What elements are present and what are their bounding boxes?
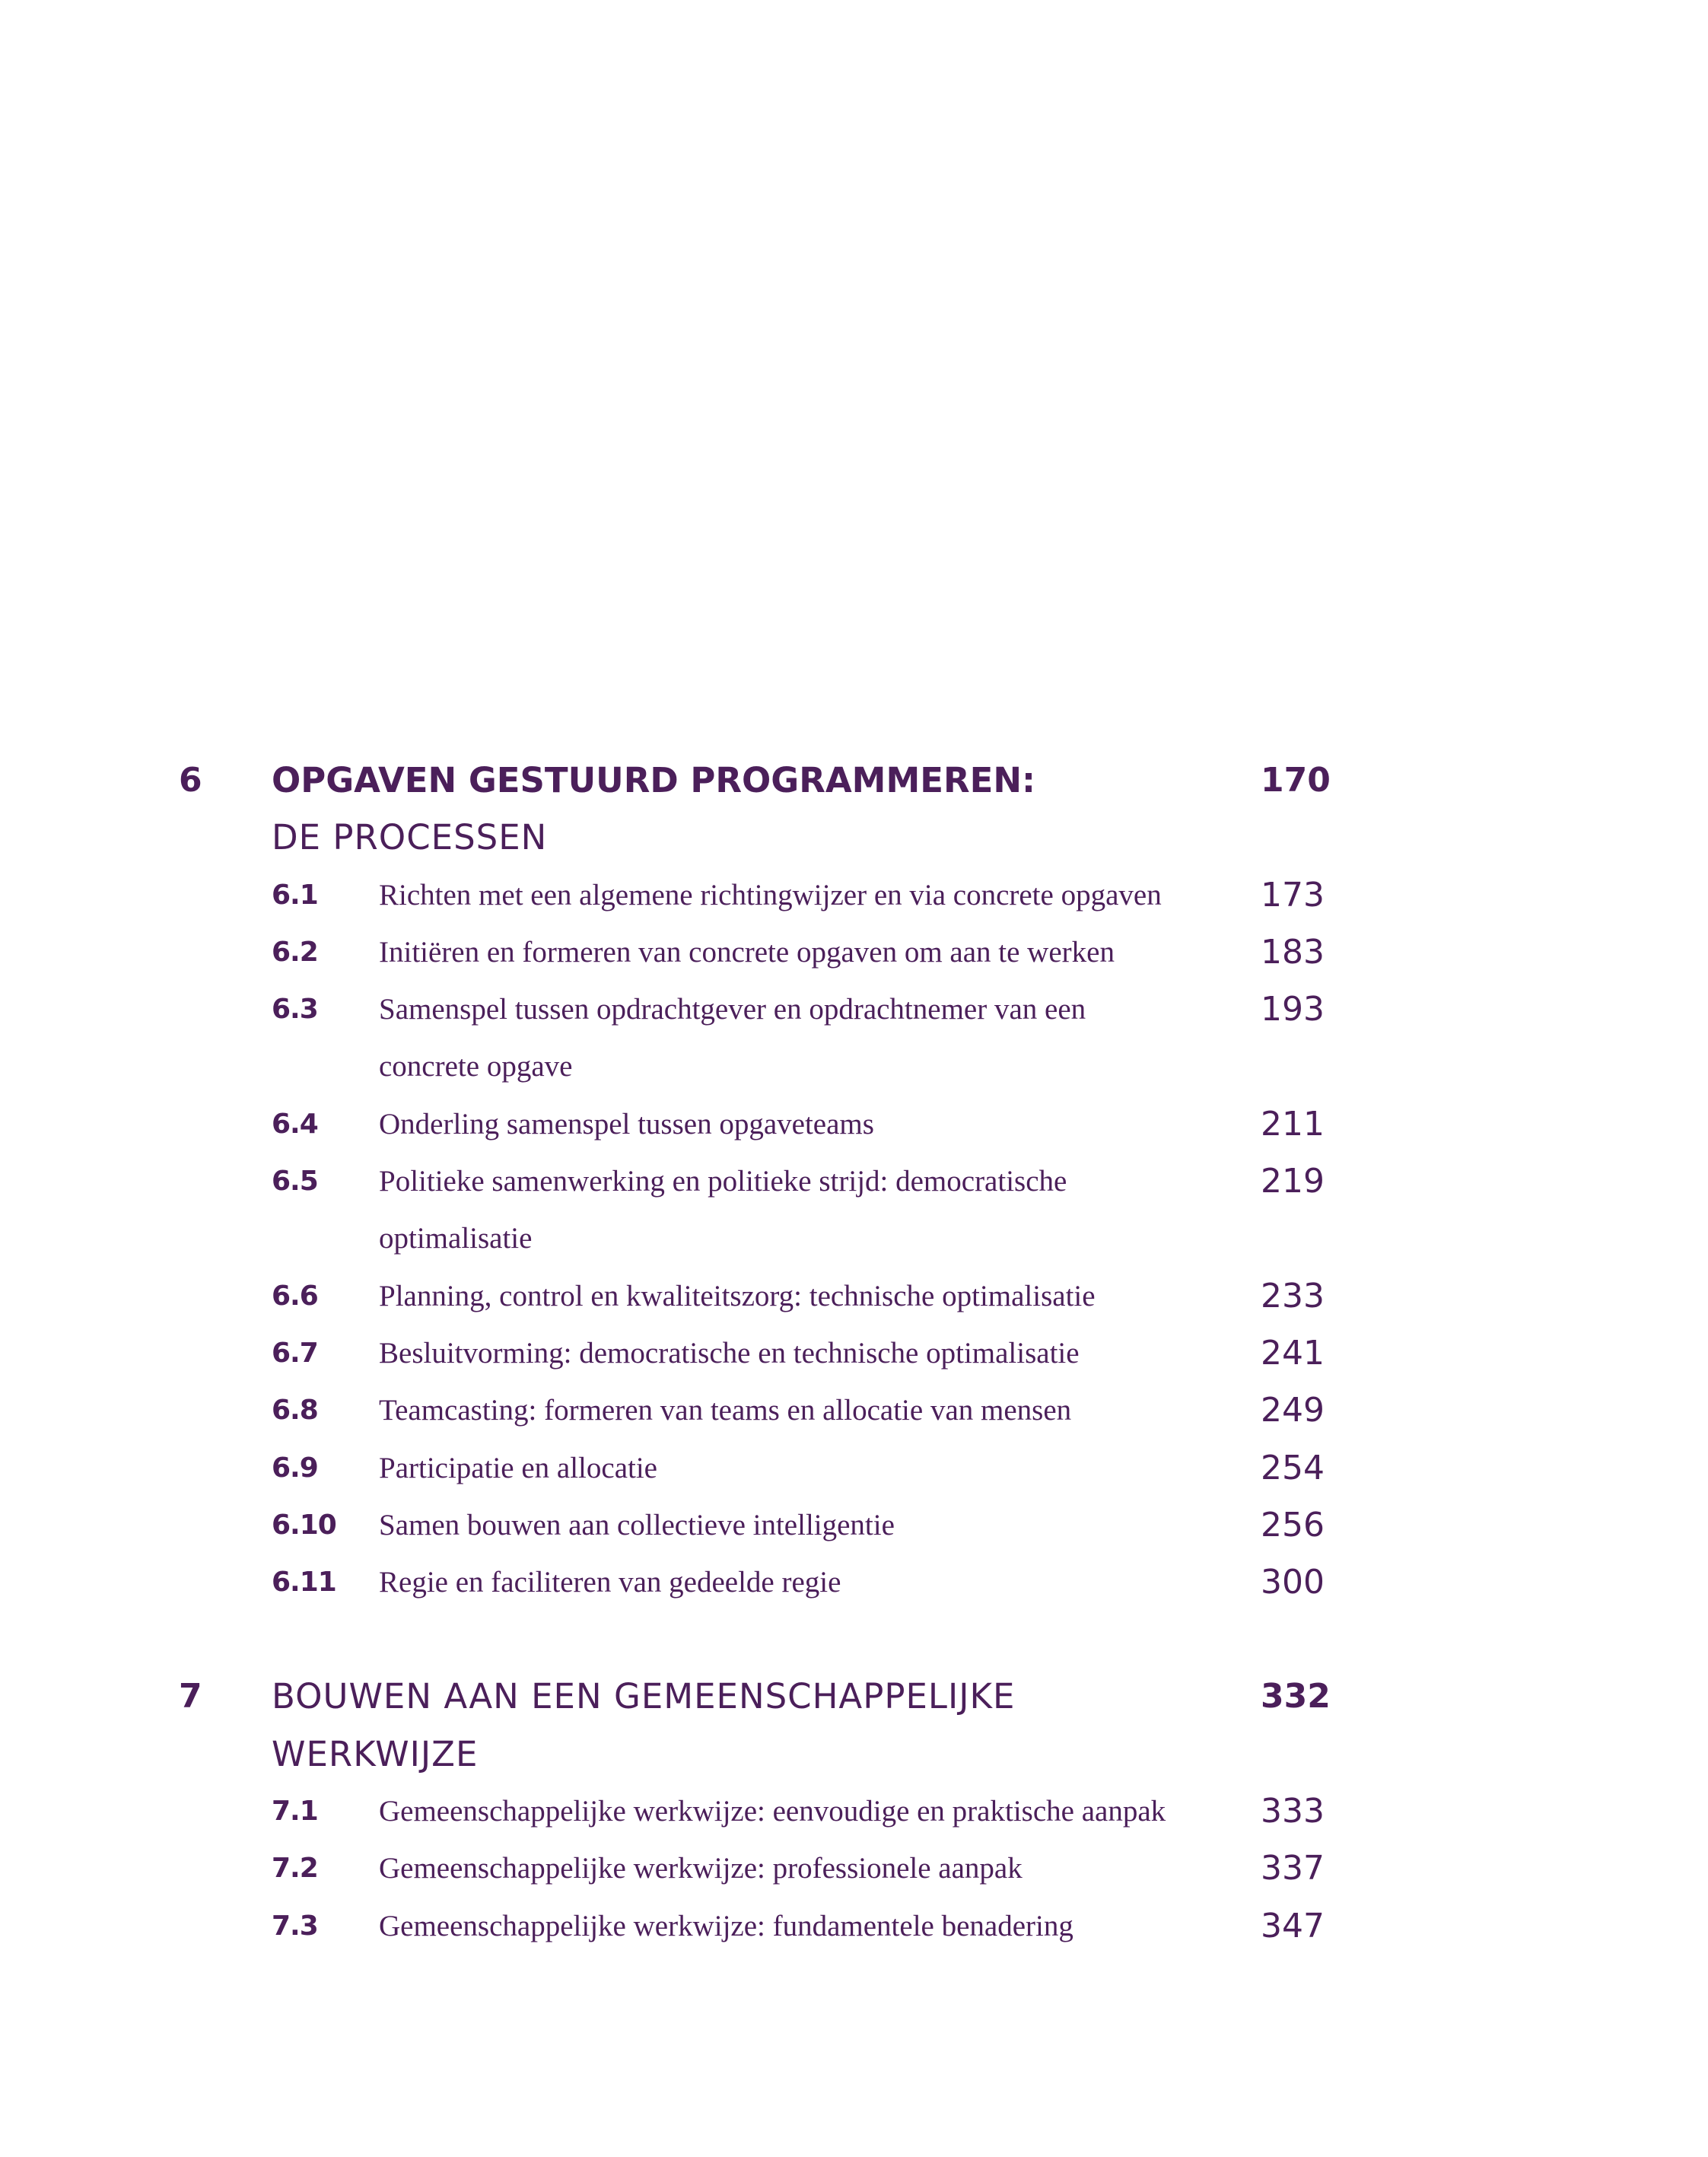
section-page-number: 256 (1261, 1505, 1325, 1545)
section-title-line: Teamcasting: formeren van teams en allocatie van mensen (379, 1394, 1072, 1427)
chapter-title-row (0, 1668, 1708, 1725)
section-number: 6.2 (272, 936, 318, 968)
section-title-line: Richten met een algemene richtingwijzer en via concrete opgaven (379, 878, 1162, 911)
section-row (0, 924, 1708, 981)
section-row (0, 1153, 1708, 1210)
section-title-line: Gemeenschappelijke werkwijze: eenvoudige en praktische aanpak (379, 1795, 1166, 1828)
chapter-entry (0, 752, 1708, 1611)
section-page-number: 347 (1261, 1906, 1325, 1945)
section-entry (0, 1382, 1708, 1439)
section-row (0, 1268, 1708, 1325)
chapter-title-line: DE PROCESSEN (272, 817, 548, 858)
section-number: 6.7 (272, 1337, 318, 1369)
section-number: 7.3 (272, 1910, 318, 1942)
section-page-number: 219 (1261, 1162, 1325, 1201)
chapter-title-line: WERKWIJZE (272, 1733, 479, 1774)
section-title-line: Gemeenschappelijke werkwijze: fundamentele benadering (379, 1909, 1073, 1942)
section-number: 7.1 (272, 1796, 318, 1828)
section-page-number: 254 (1261, 1448, 1325, 1487)
section-page-number: 211 (1261, 1104, 1325, 1144)
section-entry (0, 1554, 1708, 1611)
section-row (0, 1554, 1708, 1611)
section-page-number: 193 (1261, 990, 1325, 1029)
section-row (0, 1210, 1708, 1267)
section-title-line: Samenspel tussen opdrachtgever en opdrachtnemer van een (379, 993, 1086, 1026)
chapter-title-row (0, 752, 1708, 809)
section-title-line: Samen bouwen aan collectieve intelligentie (379, 1508, 895, 1541)
section-page-number: 249 (1261, 1391, 1325, 1430)
section-row (0, 1096, 1708, 1153)
section-page-number: 300 (1261, 1563, 1325, 1602)
section-row (0, 981, 1708, 1038)
section-entry (0, 1440, 1708, 1497)
chapter-title-line: BOUWEN AAN EEN GEMEENSCHAPPELIJKE (272, 1676, 1016, 1717)
section-title-line: concrete opgave (379, 1050, 573, 1083)
section-row (0, 1898, 1708, 1955)
section-number: 6.4 (272, 1108, 318, 1140)
section-row (0, 1497, 1708, 1554)
section-page-number: 333 (1261, 1792, 1325, 1831)
section-page-number: 183 (1261, 932, 1325, 972)
chapter-title-row (0, 1726, 1708, 1783)
section-page-number: 173 (1261, 875, 1325, 915)
section-row (0, 867, 1708, 924)
section-row (0, 1038, 1708, 1095)
chapter-page-number: 170 (1261, 761, 1331, 800)
section-row (0, 1783, 1708, 1840)
section-title-line: Politieke samenwerking en politieke strijd: democratische (379, 1165, 1067, 1198)
section-row (0, 1382, 1708, 1439)
section-entry (0, 867, 1708, 924)
section-number: 6.9 (272, 1452, 318, 1484)
section-page-number: 233 (1261, 1276, 1325, 1316)
section-entry (0, 1153, 1708, 1268)
section-number: 6.6 (272, 1280, 318, 1312)
chapter-page-number: 332 (1261, 1677, 1331, 1716)
chapter-number: 7 (179, 1677, 202, 1716)
section-number: 6.1 (272, 879, 318, 911)
section-row (0, 1325, 1708, 1382)
section-entry (0, 1268, 1708, 1325)
section-title-line: Gemeenschappelijke werkwijze: professionele aanpak (379, 1852, 1023, 1885)
section-number: 6.3 (272, 994, 318, 1026)
section-entry (0, 1840, 1708, 1897)
section-page-number: 337 (1261, 1849, 1325, 1888)
section-entry (0, 981, 1708, 1096)
section-title-line: Onderling samenspel tussen opgaveteams (379, 1107, 874, 1141)
section-number: 6.11 (272, 1567, 336, 1599)
section-entry (0, 1898, 1708, 1955)
chapter-entry (0, 1668, 1708, 1954)
section-number: 7.2 (272, 1853, 318, 1885)
section-row (0, 1440, 1708, 1497)
table-of-contents (0, 752, 1708, 1955)
section-entry (0, 924, 1708, 981)
section-entry (0, 1783, 1708, 1840)
section-entry (0, 1325, 1708, 1382)
section-entry (0, 1096, 1708, 1153)
section-row (0, 1840, 1708, 1897)
chapter-spacer (0, 1611, 1708, 1668)
chapter-title-row (0, 809, 1708, 866)
section-title-line: optimalisatie (379, 1222, 533, 1255)
section-title-line: Initiëren en formeren van concrete opgaven om aan te werken (379, 935, 1115, 969)
section-number: 6.8 (272, 1395, 318, 1427)
section-title-line: Participatie en allocatie (379, 1451, 657, 1484)
section-title-line: Besluitvorming: democratische en technische optimalisatie (379, 1336, 1080, 1370)
section-number: 6.10 (272, 1509, 336, 1541)
chapter-number: 6 (179, 761, 202, 800)
section-title-line: Planning, control en kwaliteitszorg: technische optimalisatie (379, 1279, 1096, 1312)
chapter-title-line: OPGAVEN GESTUURD PROGRAMMEREN: (272, 760, 1036, 800)
section-entry (0, 1497, 1708, 1554)
section-number: 6.5 (272, 1166, 318, 1198)
section-title-line: Regie en faciliteren van gedeelde regie (379, 1566, 841, 1599)
section-page-number: 241 (1261, 1333, 1325, 1373)
